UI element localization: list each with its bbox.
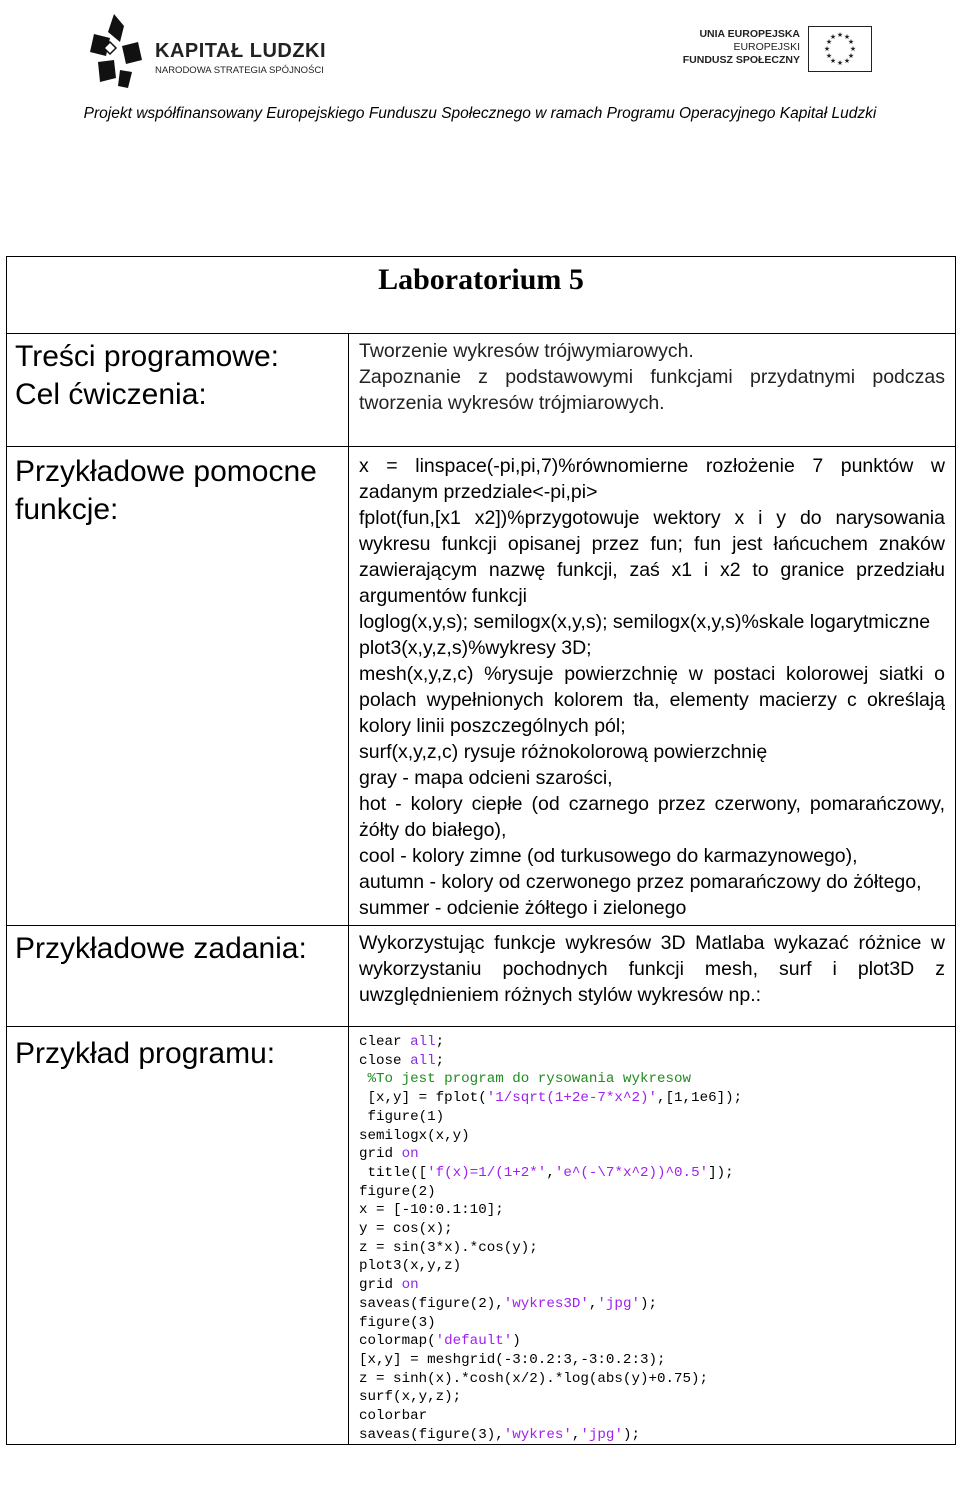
code-line: close all; [359,1052,445,1069]
funkcje-line: cool - kolory zimne (od turkusowego do karmazynowego), [359,845,858,867]
kapital-ludzki-logo [80,12,380,94]
svg-text:★: ★ [829,57,837,65]
svg-text:★: ★ [829,33,837,41]
code-line: figure(2) [359,1183,436,1200]
tresci-label: Treści programowe: [15,340,279,373]
code-line: saveas(figure(2),'wykres3D','jpg'); [359,1295,658,1312]
svg-text:★: ★ [825,52,833,60]
program-label: Przykład programu: [15,1037,276,1070]
svg-text:★: ★ [847,52,855,60]
funkcje-line: gray - mapa odcieni szarości, [359,767,613,789]
code-line: grid on [359,1146,419,1163]
zadania-value: Wykorzystując funkcje wykresów 3D Matlaba wykazać różnice w wykorzystaniu pochodnych funkcji mesh, surf i plot3D z uwzględnieniem różnych stylów wykresów np.: [359,932,945,1006]
funkcje-line: summer - odcienie żółtego i zielonego [359,897,687,919]
code-line: colorbar [359,1408,428,1425]
code-line: grid on [359,1277,419,1294]
zadania-label: Przykładowe zadania: [15,932,307,965]
code-line: colormap('default') [359,1333,521,1350]
funkcje-line: plot3(x,y,z,s)%wykresy 3D; [359,637,592,659]
svg-text:★: ★ [843,57,851,65]
svg-text:★: ★ [823,45,831,53]
funkcje-line: fplot(fun,[x1 x2])%przygotowuje wektory x i y do narysowania wykresu funkcji opisanej przez fun; fun jest łańcuchem znaków zawierającym nazwę funkcji, zaś x1 i x2 to granice przedziału argumentów funkcji [359,507,945,607]
svg-text:★: ★ [825,38,833,46]
code-line: semilogx(x,y) [359,1127,470,1144]
eu-line-1: UNIA EUROPEJSKA [699,28,800,40]
eu-line-3: FUNDUSZ SPOŁECZNY [682,54,800,66]
code-line: z = sin(3*x).*cos(y); [359,1239,538,1256]
tresci-value: Tworzenie wykresów trójwymiarowych. [359,340,694,362]
kapital-ludzki-emblem-icon [80,12,150,94]
svg-text:★: ★ [849,45,857,53]
code-line: [x,y] = meshgrid(-3:0.2:3,-3:0.2:3); [359,1351,666,1368]
cel-value: Zapoznanie z podstawowymi funkcjami przydatnymi podczas tworzenia wykresów trójmiarowych. [359,366,945,414]
lab-title: Laboratorium 5 [378,263,584,296]
code-line: y = cos(x); [359,1221,453,1238]
code-line: clear all; [359,1034,445,1050]
code-line: [x,y] = fplot('1/sqrt(1+2e-7*x^2)',[1,1e6]); [359,1090,743,1107]
project-cofinancing-line: Projekt współfinansowany Europejskiego Funduszu Społecznego w ramach Programu Operacyjnego Kapitał Ludzki [83,105,877,122]
svg-text:★: ★ [843,33,851,41]
cel-label: Cel ćwiczenia: [15,378,207,411]
eu-flag-icon [808,26,872,72]
code-comment: %To jest program do rysowania wykresow [359,1071,692,1088]
svg-text:★: ★ [836,31,844,39]
code-line: z = sinh(x).*cosh(x/2).*log(abs(y)+0.75); [359,1370,709,1387]
code-line: figure(3) [359,1314,436,1331]
eu-logo [672,26,882,86]
funkcje-line: x = linspace(-pi,pi,7)%równomierne rozłożenie 7 punktów w zadanym przedziale<-pi,pi> [359,455,945,503]
funkcje-line: surf(x,y,z,c) rysuje różnokolorową powierzchnię [359,741,768,763]
code-line: saveas(figure(3),'wykres','jpg'); [359,1426,640,1443]
funkcje-label: Przykładowe pomocne funkcje: [15,455,317,526]
eu-line-2: EUROPEJSKI [733,41,800,53]
svg-text:★: ★ [836,59,844,67]
code-line: x = [-10:0.1:10]; [359,1202,504,1219]
matlab-code-block [349,1027,956,1445]
code-line: figure(1) [359,1108,445,1125]
funkcje-line: loglog(x,y,s); semilogx(x,y,s); semilogx(x,y,s)%skale logarytmiczne [359,611,931,633]
laboratory-table [6,256,956,1445]
code-line: surf(x,y,z); [359,1389,462,1406]
kapital-ludzki-subtitle: NARODOWA STRATEGIA SPÓJNOŚCI [155,65,324,76]
funkcje-line: hot - kolory ciepłe (od czarnego przez czerwony, pomarańczowy, żółty do białego), [359,793,945,841]
svg-text:★: ★ [847,38,855,46]
code-line: title(['f(x)=1/(1+2*','e^(-\7*x^2))^0.5']); [359,1164,734,1181]
code-line: plot3(x,y,z) [359,1258,462,1275]
kapital-ludzki-title: KAPITAŁ LUDZKI [155,40,327,62]
funkcje-line: mesh(x,y,z,c) %rysuje powierzchnię w postaci kolorowej siatki o polach wypełnionych kolorem tła, elementy macierzy c określają kolory linii poszczególnych pól; [359,663,945,737]
funkcje-line: autumn - kolory od czerwonego przez pomarańczowy do żółtego, [359,871,922,893]
